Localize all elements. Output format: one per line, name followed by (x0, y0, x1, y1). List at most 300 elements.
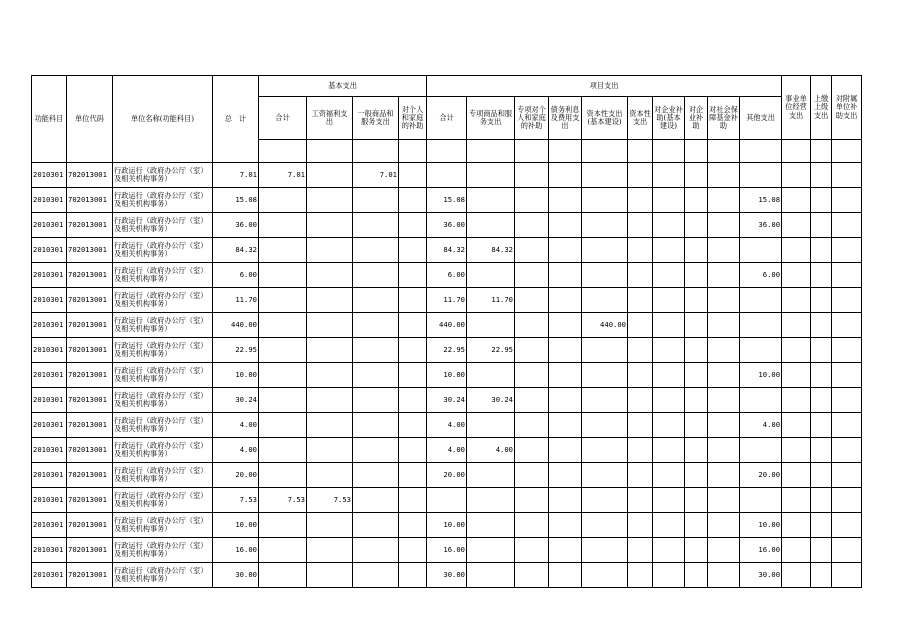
cell-basic-goods (353, 263, 399, 288)
cell-project-social (708, 538, 740, 563)
cell-project-goods (467, 413, 515, 438)
cell-basic-total (259, 513, 307, 538)
cell-project-family (515, 388, 549, 413)
blank-cell (653, 140, 685, 163)
cell-project-capital (628, 388, 653, 413)
cell-project-other (740, 238, 782, 263)
cell-upper-submit (811, 363, 832, 388)
cell-basic-goods (353, 563, 399, 588)
cell-basic-wage (307, 338, 353, 363)
cell-basic-goods (353, 238, 399, 263)
cell-project-enterprise (685, 413, 708, 438)
cell-total: 7.53 (213, 488, 259, 513)
cell-project-other: 36.00 (740, 213, 782, 238)
cell-unit-code: 702013001 (67, 463, 113, 488)
header-project-enterprise: 对企业补助 (685, 97, 708, 140)
cell-project-goods (467, 363, 515, 388)
cell-func-subject: 2010301 (32, 388, 67, 413)
cell-project-debt (549, 338, 582, 363)
cell-project-family (515, 513, 549, 538)
cell-subsidy (832, 263, 862, 288)
cell-total: 6.00 (213, 263, 259, 288)
cell-project-social (708, 238, 740, 263)
cell-total: 10.00 (213, 363, 259, 388)
cell-project-goods (467, 188, 515, 213)
cell-enterprise (782, 563, 811, 588)
table-row (32, 413, 862, 438)
blank-cell (708, 140, 740, 163)
cell-project-enterprise-build (653, 263, 685, 288)
cell-basic-family (399, 488, 427, 513)
cell-project-goods (467, 538, 515, 563)
cell-enterprise (782, 513, 811, 538)
cell-enterprise (782, 263, 811, 288)
cell-project-total: 30.00 (427, 563, 467, 588)
cell-upper-submit (811, 188, 832, 213)
header-subsidy: 对附属单位补助支出 (832, 76, 862, 140)
cell-unit-code: 702013001 (67, 288, 113, 313)
cell-unit-name: 行政运行（政府办公厅（室）及相关机构事务） (113, 388, 213, 413)
cell-project-enterprise (685, 363, 708, 388)
cell-basic-wage (307, 363, 353, 388)
cell-project-total: 10.00 (427, 513, 467, 538)
cell-total: 30.00 (213, 563, 259, 588)
cell-project-other: 20.00 (740, 463, 782, 488)
table-row (32, 463, 862, 488)
cell-project-total: 11.70 (427, 288, 467, 313)
blank-cell (582, 140, 628, 163)
cell-project-enterprise-build (653, 488, 685, 513)
cell-project-goods (467, 263, 515, 288)
cell-project-enterprise-build (653, 388, 685, 413)
cell-unit-name: 行政运行（政府办公厅（室）及相关机构事务） (113, 513, 213, 538)
cell-basic-total (259, 363, 307, 388)
cell-project-capital-build (582, 463, 628, 488)
cell-project-capital-build: 440.00 (582, 313, 628, 338)
cell-project-family (515, 338, 549, 363)
cell-project-enterprise (685, 238, 708, 263)
cell-func-subject: 2010301 (32, 488, 67, 513)
cell-basic-goods (353, 313, 399, 338)
cell-unit-name: 行政运行（政府办公厅（室）及相关机构事务） (113, 188, 213, 213)
cell-project-capital-build (582, 488, 628, 513)
cell-project-capital (628, 238, 653, 263)
cell-subsidy (832, 388, 862, 413)
cell-basic-goods (353, 188, 399, 213)
cell-project-other (740, 163, 782, 188)
cell-project-other (740, 313, 782, 338)
header-basic-goods: 一般商品和服务支出 (353, 97, 399, 140)
cell-basic-wage (307, 288, 353, 313)
cell-project-family (515, 538, 549, 563)
cell-upper-submit (811, 538, 832, 563)
cell-project-enterprise-build (653, 213, 685, 238)
cell-project-enterprise (685, 463, 708, 488)
cell-enterprise (782, 488, 811, 513)
cell-enterprise (782, 363, 811, 388)
cell-project-total: 4.00 (427, 438, 467, 463)
cell-func-subject: 2010301 (32, 188, 67, 213)
cell-project-social (708, 213, 740, 238)
cell-project-enterprise-build (653, 463, 685, 488)
cell-project-capital (628, 363, 653, 388)
cell-total: 440.00 (213, 313, 259, 338)
cell-basic-family (399, 263, 427, 288)
cell-unit-code: 702013001 (67, 538, 113, 563)
cell-unit-name: 行政运行（政府办公厅（室）及相关机构事务） (113, 213, 213, 238)
cell-enterprise (782, 338, 811, 363)
cell-basic-wage (307, 188, 353, 213)
cell-unit-name: 行政运行（政府办公厅（室）及相关机构事务） (113, 538, 213, 563)
cell-project-family (515, 238, 549, 263)
cell-basic-wage (307, 563, 353, 588)
cell-basic-family (399, 188, 427, 213)
cell-project-other: 10.00 (740, 363, 782, 388)
cell-upper-submit (811, 388, 832, 413)
cell-basic-goods (353, 363, 399, 388)
cell-project-family (515, 213, 549, 238)
cell-project-total: 20.00 (427, 463, 467, 488)
cell-project-debt (549, 538, 582, 563)
cell-project-enterprise-build (653, 438, 685, 463)
cell-func-subject: 2010301 (32, 513, 67, 538)
cell-basic-wage (307, 388, 353, 413)
cell-unit-code: 702013001 (67, 213, 113, 238)
cell-unit-code: 702013001 (67, 413, 113, 438)
cell-basic-total (259, 188, 307, 213)
blank-cell (353, 140, 399, 163)
cell-unit-code: 702013001 (67, 263, 113, 288)
cell-basic-total (259, 313, 307, 338)
cell-unit-name: 行政运行（政府办公厅（室）及相关机构事务） (113, 413, 213, 438)
cell-unit-code: 702013001 (67, 363, 113, 388)
cell-unit-code: 702013001 (67, 238, 113, 263)
cell-project-social (708, 338, 740, 363)
cell-basic-family (399, 538, 427, 563)
cell-basic-goods (353, 488, 399, 513)
cell-project-debt (549, 288, 582, 313)
blank-cell (740, 140, 782, 163)
cell-unit-code: 702013001 (67, 438, 113, 463)
cell-total: 10.00 (213, 513, 259, 538)
cell-unit-name: 行政运行（政府办公厅（室）及相关机构事务） (113, 288, 213, 313)
cell-total: 30.24 (213, 388, 259, 413)
cell-func-subject: 2010301 (32, 463, 67, 488)
cell-subsidy (832, 163, 862, 188)
header-project-family: 专项对个人和家庭的补助 (515, 97, 549, 140)
cell-basic-goods (353, 513, 399, 538)
cell-project-goods: 30.24 (467, 388, 515, 413)
cell-unit-code: 702013001 (67, 563, 113, 588)
cell-unit-name: 行政运行（政府办公厅（室）及相关机构事务） (113, 438, 213, 463)
cell-enterprise (782, 213, 811, 238)
cell-unit-code: 702013001 (67, 488, 113, 513)
cell-project-family (515, 488, 549, 513)
cell-subsidy (832, 238, 862, 263)
cell-unit-name: 行政运行（政府办公厅（室）及相关机构事务） (113, 338, 213, 363)
cell-total: 4.00 (213, 413, 259, 438)
header-project-social: 对社会保障基金补助 (708, 97, 740, 140)
header-project-other: 其他支出 (740, 97, 782, 140)
cell-project-debt (549, 388, 582, 413)
cell-project-enterprise (685, 313, 708, 338)
cell-project-enterprise (685, 388, 708, 413)
blank-cell (515, 140, 549, 163)
cell-project-capital-build (582, 163, 628, 188)
cell-unit-code: 702013001 (67, 388, 113, 413)
header-project-goods: 专项商品和服务支出 (467, 97, 515, 140)
cell-project-capital (628, 163, 653, 188)
cell-project-enterprise-build (653, 513, 685, 538)
cell-enterprise (782, 438, 811, 463)
cell-basic-total (259, 238, 307, 263)
cell-project-capital-build (582, 513, 628, 538)
cell-basic-total (259, 463, 307, 488)
cell-basic-family (399, 213, 427, 238)
cell-project-debt (549, 213, 582, 238)
cell-basic-family (399, 563, 427, 588)
cell-project-debt (549, 488, 582, 513)
cell-project-other: 30.00 (740, 563, 782, 588)
table-row (32, 213, 862, 238)
cell-total: 11.70 (213, 288, 259, 313)
cell-project-family (515, 313, 549, 338)
cell-project-capital (628, 563, 653, 588)
cell-project-capital-build (582, 538, 628, 563)
cell-basic-family (399, 513, 427, 538)
cell-project-debt (549, 413, 582, 438)
cell-project-enterprise-build (653, 338, 685, 363)
cell-project-goods: 11.70 (467, 288, 515, 313)
table-row (32, 513, 862, 538)
cell-project-enterprise (685, 338, 708, 363)
header-unit-code: 单位代码 (67, 76, 113, 163)
cell-project-enterprise (685, 263, 708, 288)
cell-project-social (708, 163, 740, 188)
cell-project-enterprise (685, 288, 708, 313)
cell-project-capital-build (582, 388, 628, 413)
cell-unit-name: 行政运行（政府办公厅（室）及相关机构事务） (113, 238, 213, 263)
cell-project-capital (628, 263, 653, 288)
cell-total: 20.00 (213, 463, 259, 488)
cell-project-total: 22.95 (427, 338, 467, 363)
cell-project-total: 30.24 (427, 388, 467, 413)
blank-cell (782, 140, 811, 163)
cell-basic-family (399, 288, 427, 313)
cell-project-debt (549, 263, 582, 288)
cell-func-subject: 2010301 (32, 313, 67, 338)
cell-project-social (708, 363, 740, 388)
cell-basic-goods (353, 438, 399, 463)
cell-subsidy (832, 313, 862, 338)
cell-project-goods: 4.00 (467, 438, 515, 463)
cell-func-subject: 2010301 (32, 288, 67, 313)
table-row (32, 438, 862, 463)
cell-total: 7.01 (213, 163, 259, 188)
cell-subsidy (832, 488, 862, 513)
cell-project-social (708, 438, 740, 463)
cell-project-social (708, 413, 740, 438)
cell-basic-total (259, 538, 307, 563)
cell-project-debt (549, 563, 582, 588)
cell-basic-total (259, 413, 307, 438)
cell-project-social (708, 563, 740, 588)
cell-project-debt (549, 513, 582, 538)
cell-func-subject: 2010301 (32, 213, 67, 238)
cell-project-goods (467, 563, 515, 588)
cell-basic-wage (307, 238, 353, 263)
cell-upper-submit (811, 163, 832, 188)
cell-project-enterprise (685, 438, 708, 463)
cell-project-enterprise (685, 563, 708, 588)
cell-project-family (515, 288, 549, 313)
cell-total: 15.08 (213, 188, 259, 213)
cell-basic-goods (353, 388, 399, 413)
header-project-total: 合计 (427, 97, 467, 140)
cell-subsidy (832, 413, 862, 438)
cell-project-goods (467, 213, 515, 238)
cell-project-social (708, 313, 740, 338)
cell-upper-submit (811, 488, 832, 513)
cell-project-capital-build (582, 238, 628, 263)
cell-project-family (515, 463, 549, 488)
cell-project-goods: 22.95 (467, 338, 515, 363)
cell-project-enterprise (685, 488, 708, 513)
cell-project-debt (549, 463, 582, 488)
cell-basic-goods (353, 288, 399, 313)
table-row (32, 488, 862, 513)
cell-basic-total (259, 338, 307, 363)
cell-basic-goods: 7.01 (353, 163, 399, 188)
header-basic-wage: 工资福利支出 (307, 97, 353, 140)
cell-basic-family (399, 413, 427, 438)
cell-project-capital-build (582, 188, 628, 213)
cell-basic-family (399, 363, 427, 388)
cell-enterprise (782, 288, 811, 313)
cell-unit-code: 702013001 (67, 513, 113, 538)
cell-project-capital-build (582, 288, 628, 313)
header-basic-total: 合计 (259, 97, 307, 140)
cell-subsidy (832, 188, 862, 213)
cell-project-capital-build (582, 363, 628, 388)
cell-project-capital (628, 338, 653, 363)
cell-func-subject: 2010301 (32, 163, 67, 188)
cell-project-family (515, 563, 549, 588)
cell-project-enterprise (685, 188, 708, 213)
cell-project-total: 440.00 (427, 313, 467, 338)
cell-project-total (427, 163, 467, 188)
cell-project-total: 10.00 (427, 363, 467, 388)
table-row (32, 188, 862, 213)
cell-project-social (708, 188, 740, 213)
cell-basic-total: 7.53 (259, 488, 307, 513)
cell-project-other: 10.00 (740, 513, 782, 538)
cell-project-social (708, 488, 740, 513)
cell-basic-goods (353, 538, 399, 563)
cell-total: 16.00 (213, 538, 259, 563)
cell-basic-total (259, 438, 307, 463)
cell-basic-total (259, 263, 307, 288)
cell-project-goods: 84.32 (467, 238, 515, 263)
cell-upper-submit (811, 263, 832, 288)
cell-project-debt (549, 163, 582, 188)
cell-basic-wage: 7.53 (307, 488, 353, 513)
cell-basic-total: 7.01 (259, 163, 307, 188)
table-row (32, 363, 862, 388)
table-row (32, 288, 862, 313)
table-row (32, 313, 862, 338)
cell-project-family (515, 438, 549, 463)
cell-project-total: 16.00 (427, 538, 467, 563)
cell-project-capital-build (582, 563, 628, 588)
cell-project-enterprise-build (653, 288, 685, 313)
cell-upper-submit (811, 563, 832, 588)
cell-basic-total (259, 563, 307, 588)
cell-unit-name: 行政运行（政府办公厅（室）及相关机构事务） (113, 163, 213, 188)
cell-unit-name: 行政运行（政府办公厅（室）及相关机构事务） (113, 563, 213, 588)
cell-basic-wage (307, 538, 353, 563)
cell-project-other (740, 288, 782, 313)
cell-func-subject: 2010301 (32, 413, 67, 438)
cell-project-enterprise-build (653, 538, 685, 563)
cell-basic-wage (307, 463, 353, 488)
header-enterprise: 事业单位经营支出 (782, 76, 811, 140)
cell-unit-name: 行政运行（政府办公厅（室）及相关机构事务） (113, 463, 213, 488)
cell-project-capital (628, 288, 653, 313)
cell-project-enterprise (685, 538, 708, 563)
cell-project-capital (628, 438, 653, 463)
cell-project-goods (467, 463, 515, 488)
blank-cell (467, 140, 515, 163)
cell-project-debt (549, 438, 582, 463)
cell-unit-name: 行政运行（政府办公厅（室）及相关机构事务） (113, 363, 213, 388)
cell-unit-code: 702013001 (67, 188, 113, 213)
cell-unit-code: 702013001 (67, 313, 113, 338)
cell-subsidy (832, 288, 862, 313)
cell-project-debt (549, 363, 582, 388)
cell-enterprise (782, 163, 811, 188)
cell-project-capital-build (582, 438, 628, 463)
cell-project-total: 36.00 (427, 213, 467, 238)
cell-basic-goods (353, 463, 399, 488)
cell-project-other (740, 338, 782, 363)
cell-project-enterprise (685, 513, 708, 538)
cell-project-capital (628, 488, 653, 513)
header-project-group: 项目支出 (427, 76, 782, 97)
cell-project-other: 15.08 (740, 188, 782, 213)
cell-project-capital (628, 463, 653, 488)
cell-enterprise (782, 188, 811, 213)
cell-project-capital-build (582, 213, 628, 238)
cell-project-debt (549, 188, 582, 213)
blank-cell (427, 140, 467, 163)
cell-total: 4.00 (213, 438, 259, 463)
cell-project-other: 6.00 (740, 263, 782, 288)
cell-func-subject: 2010301 (32, 438, 67, 463)
cell-subsidy (832, 338, 862, 363)
header-project-debt: 债务利息及费用支出 (549, 97, 582, 140)
cell-basic-total (259, 388, 307, 413)
cell-project-other: 4.00 (740, 413, 782, 438)
cell-basic-family (399, 313, 427, 338)
blank-cell (832, 140, 862, 163)
header-project-capital-build: 资本性支出(基本建设) (582, 97, 628, 140)
cell-upper-submit (811, 213, 832, 238)
header-project-enterprise-build: 对企业补助(基本建设) (653, 97, 685, 140)
table-row (32, 163, 862, 188)
cell-upper-submit (811, 513, 832, 538)
cell-upper-submit (811, 338, 832, 363)
